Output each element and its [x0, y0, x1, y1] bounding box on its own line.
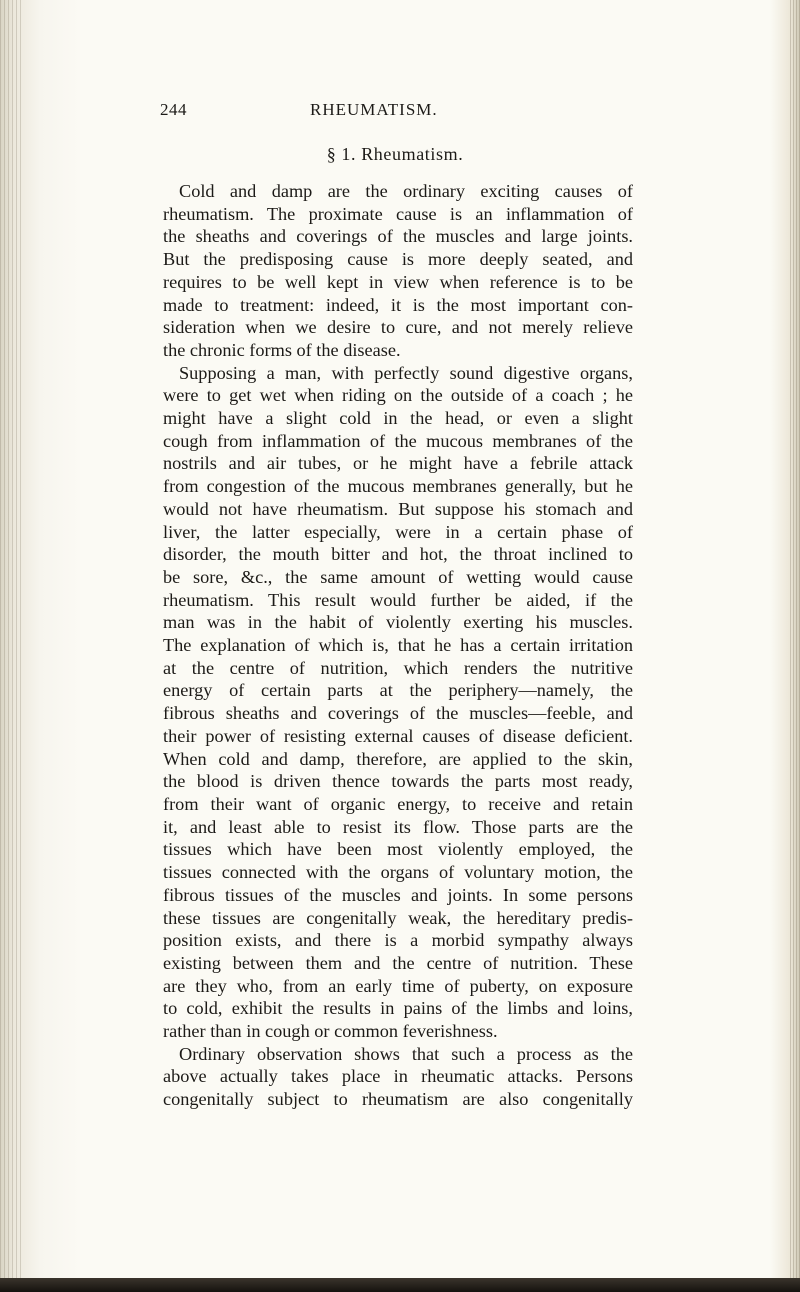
text-line: to cold, exhibit the results in pains of the limbs and loins,	[163, 998, 633, 1019]
text-line: sideration when we desire to cure, and not merely relieve	[163, 317, 633, 338]
text-line: it, and least able to resist its flow. Those parts are the	[163, 816, 633, 837]
text-line: the blood is driven thence towards the parts most ready,	[163, 771, 633, 792]
running-head: RHEUMATISM.	[310, 100, 438, 119]
page-header	[160, 100, 630, 126]
text-line: might have a slight cold in the head, or even a slight	[163, 408, 633, 429]
text-line: above actually takes place in rheumatic attacks. Persons	[163, 1066, 633, 1087]
text-line: are they who, from an early time of puberty, on exposure	[163, 975, 633, 996]
text-line: man was in the habit of violently exerting his muscles.	[163, 612, 633, 633]
text-line: made to treatment: indeed, it is the most important con-	[163, 294, 633, 315]
text-line: disorder, the mouth bitter and hot, the throat inclined to	[163, 544, 633, 565]
text-line: would not have rheumatism. But suppose his stomach and	[163, 498, 633, 519]
text-line: Cold and damp are the ordinary exciting causes of	[179, 181, 633, 201]
text-line: When cold and damp, therefore, are applied to the skin,	[163, 748, 633, 769]
text-line: requires to be well kept in view when reference is to be	[163, 271, 633, 292]
text-line: Supposing a man, with perfectly sound digestive organs,	[179, 362, 633, 383]
text-line: cough from inflammation of the mucous membranes of the	[163, 430, 633, 451]
text-line: Ordinary observation shows that such a process as the	[179, 1043, 633, 1064]
text-line: But the predisposing cause is more deeply seated, and	[163, 249, 633, 270]
text-line: from their want of organic energy, to receive and retain	[163, 793, 633, 814]
text-line: position exists, and there is a morbid sympathy always	[163, 930, 633, 951]
text-line: fibrous sheaths and coverings of the muscles—feeble, and	[163, 703, 633, 724]
text-line: The explanation of which is, that he has a certain irritation	[163, 635, 633, 656]
text-line: be sore, &c., the same amount of wetting would cause	[163, 566, 633, 587]
text-line: nostrils and air tubes, or he might have a febrile attack	[163, 453, 633, 474]
text-line: existing between them and the centre of nutrition. These	[163, 952, 633, 973]
text-line: from congestion of the mucous membranes generally, but he	[163, 476, 633, 497]
text-line: these tissues are congenitally weak, the hereditary predis-	[163, 907, 633, 928]
text-line: were to get wet when riding on the outside of a coach ; he	[163, 385, 633, 406]
page-bottom-edge	[0, 1278, 800, 1292]
section-title: § 1. Rheumatism.	[326, 144, 464, 164]
text-line: their power of resisting external causes of disease deficient.	[163, 725, 633, 746]
text-line: rheumatism. The proximate cause is an inflammation of	[163, 203, 633, 224]
page-number: 244	[160, 100, 187, 119]
text-line: liver, the latter especially, were in a certain phase of	[163, 521, 633, 542]
text-line: at the centre of nutrition, which renders the nutritive	[163, 657, 633, 678]
page-edge-right	[790, 0, 800, 1292]
text-line: tissues which have been most violently employed, the	[163, 839, 633, 860]
text-line: the sheaths and coverings of the muscles and large joints.	[163, 226, 633, 247]
text-line: fibrous tissues of the muscles and joints. In some persons	[163, 884, 633, 905]
text-line: congenitally subject to rheumatism are also congenitally	[163, 1089, 633, 1110]
text-line: tissues connected with the organs of voluntary motion, the	[163, 862, 633, 883]
text-line: rheumatism. This result would further be aided, if the	[163, 589, 633, 610]
body-text	[163, 180, 633, 1111]
text-line: the chronic forms of the disease.	[163, 339, 401, 360]
text-line: rather than in cough or common feverishness.	[163, 1021, 498, 1042]
page-binding-shadow-left	[0, 0, 22, 1292]
text-line: energy of certain parts at the periphery—namely, the	[163, 680, 633, 701]
